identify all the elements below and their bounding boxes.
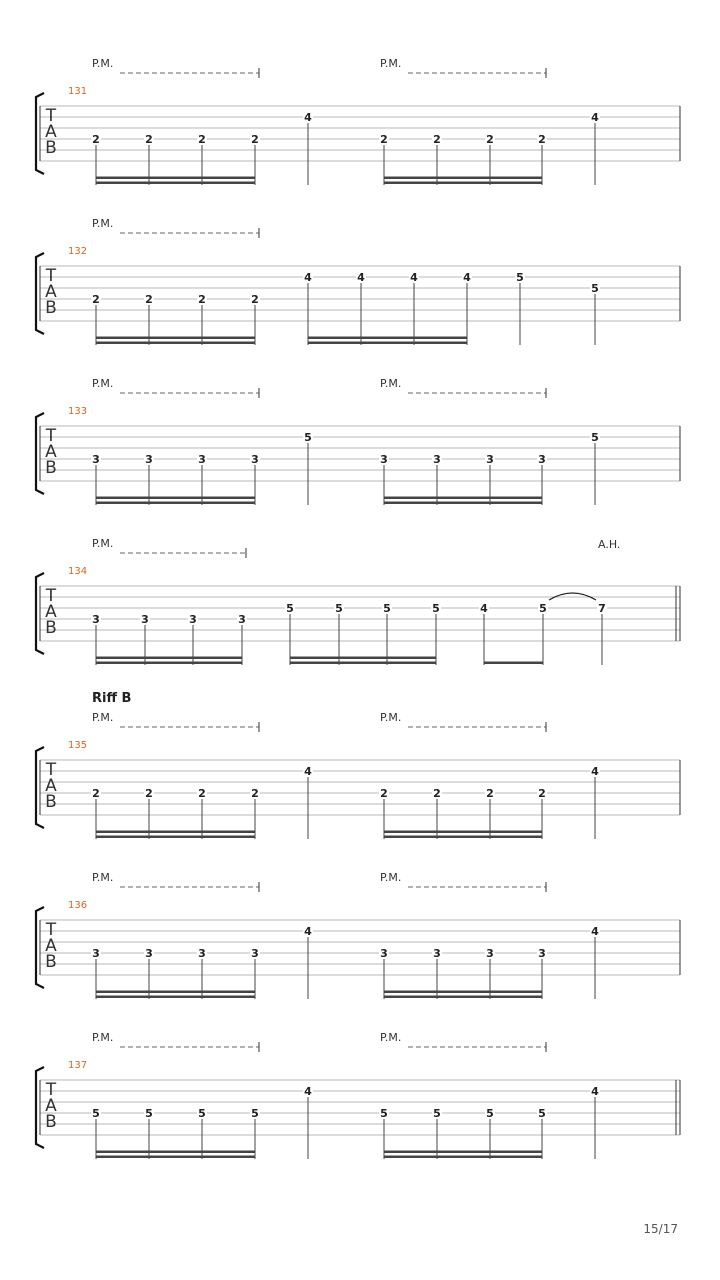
fret-number: 2 [251,293,259,306]
beam [384,1156,542,1159]
fret-number: 2 [251,787,259,800]
fret-number: 4 [591,765,599,778]
fret-number: 2 [433,787,441,800]
fret-number: 2 [251,133,259,146]
fret-number: 3 [538,453,546,466]
fret-number: 2 [198,133,206,146]
beam [384,177,542,180]
tab-clef-letter-a: A [45,776,57,796]
fret-number: 3 [92,947,100,960]
fret-number: 5 [432,602,440,615]
fret-number: 5 [591,431,599,444]
fret-number: 4 [357,271,365,284]
fret-number: 3 [486,453,494,466]
fret-number: 3 [251,453,259,466]
palm-mute-label: P.M. [92,537,114,550]
measure-number: 135 [68,740,88,751]
fret-number: 2 [486,787,494,800]
beam [96,342,255,345]
page-number: 15/17 [643,1222,678,1236]
fret-number: 5 [304,431,312,444]
beam [96,337,255,340]
beam [96,1156,255,1159]
beam [308,342,467,345]
fret-number: 3 [145,947,153,960]
fret-number: 4 [591,1085,599,1098]
fret-number: 5 [198,1107,206,1120]
fret-number: 5 [286,602,294,615]
tab-clef-letter-a: A [45,602,57,622]
fret-number: 2 [145,787,153,800]
beam [96,497,255,500]
fret-number: 3 [198,453,206,466]
beam [484,662,543,665]
palm-mute-label: P.M. [92,871,114,884]
fret-number: 3 [380,947,388,960]
beam [96,662,242,665]
beam [96,182,255,185]
palm-mute-label: P.M. [92,711,114,724]
fret-number: 2 [92,133,100,146]
beam [308,337,467,340]
measure-number: 133 [68,406,88,417]
palm-mute-label: P.M. [380,871,402,884]
fret-number: 5 [516,271,524,284]
beam [290,657,436,660]
staff-system-131 [36,57,680,185]
beam [290,662,436,665]
tab-clef-letter-t: T [45,586,57,606]
tab-clef-letter-a: A [45,442,57,462]
tab-clef-letter-t: T [45,266,57,286]
fret-number: 5 [380,1107,388,1120]
palm-mute-label: P.M. [92,377,114,390]
tab-clef-letter-b: B [45,952,57,972]
staff-system-134 [36,537,680,665]
fret-number: 3 [189,613,197,626]
fret-number: 5 [486,1107,494,1120]
tab-clef-letter-t: T [45,760,57,780]
fret-number: 5 [383,602,391,615]
beam [384,831,542,834]
fret-number: 3 [92,453,100,466]
fret-number: 2 [145,293,153,306]
staff-system-137 [36,1031,680,1159]
fret-number: 3 [380,453,388,466]
fret-number: 4 [480,602,488,615]
fret-number: 5 [538,1107,546,1120]
palm-mute-label: P.M. [380,711,402,724]
palm-mute-label: P.M. [380,377,402,390]
fret-number: 2 [92,787,100,800]
fret-number: 7 [598,602,606,615]
fret-number: 3 [141,613,149,626]
fret-number: 3 [145,453,153,466]
tab-clef-letter-a: A [45,122,57,142]
tab-clef-letter-b: B [45,138,57,158]
beam [384,497,542,500]
staff-system-133 [36,377,680,505]
measure-number: 131 [68,86,88,97]
fret-number: 3 [238,613,246,626]
beam [96,502,255,505]
tab-clef-letter-t: T [45,1080,57,1100]
beam [96,996,255,999]
fret-number: 4 [591,111,599,124]
fret-number: 5 [433,1107,441,1120]
fret-number: 4 [410,271,418,284]
fret-number: 3 [486,947,494,960]
tab-clef-letter-a: A [45,1096,57,1116]
fret-number: 3 [251,947,259,960]
fret-number: 5 [92,1107,100,1120]
tab-clef-letter-t: T [45,920,57,940]
measure-number: 136 [68,900,88,911]
fret-number: 2 [380,133,388,146]
fret-number: 5 [539,602,547,615]
beam [96,991,255,994]
beam [384,182,542,185]
measure-number: 134 [68,566,88,577]
fret-number: 5 [251,1107,259,1120]
fret-number: 2 [92,293,100,306]
beam [384,1151,542,1154]
beam [384,502,542,505]
beam [96,836,255,839]
fret-number: 3 [198,947,206,960]
fret-number: 5 [145,1107,153,1120]
tab-clef-letter-t: T [45,106,57,126]
tab-clef-letter-b: B [45,298,57,318]
fret-number: 4 [304,111,312,124]
fret-number: 3 [433,947,441,960]
fret-number: 2 [486,133,494,146]
fret-number: 3 [538,947,546,960]
beam [96,1151,255,1154]
fret-number: 2 [538,787,546,800]
staff-system-135 [36,691,680,839]
staff-system-132 [36,217,680,345]
measure-number: 137 [68,1060,88,1071]
fret-number: 3 [433,453,441,466]
fret-number: 5 [335,602,343,615]
fret-number: 4 [463,271,471,284]
measure-number: 132 [68,246,88,257]
palm-mute-label: P.M. [92,217,114,230]
fret-number: 2 [433,133,441,146]
fret-number: 2 [198,787,206,800]
palm-mute-label: P.M. [92,1031,114,1044]
staff-system-136 [36,871,680,999]
artificial-harmonic-label: A.H. [598,538,621,551]
tab-clef-letter-b: B [45,458,57,478]
tab-clef-letter-a: A [45,282,57,302]
tab-clef-letter-b: B [45,1112,57,1132]
section-label: Riff B [92,691,132,706]
beam [384,836,542,839]
fret-number: 2 [198,293,206,306]
tab-clef-letter-b: B [45,792,57,812]
fret-number: 2 [145,133,153,146]
fret-number: 2 [380,787,388,800]
beam [384,996,542,999]
fret-number: 5 [591,282,599,295]
tab-clef-letter-t: T [45,426,57,446]
tab-clef-letter-b: B [45,618,57,638]
tab-clef-letter-a: A [45,936,57,956]
beam [96,831,255,834]
beam [96,657,242,660]
fret-number: 4 [304,925,312,938]
fret-number: 4 [304,271,312,284]
fret-number: 4 [304,1085,312,1098]
beam [96,177,255,180]
fret-number: 2 [538,133,546,146]
palm-mute-label: P.M. [380,57,402,70]
palm-mute-label: P.M. [92,57,114,70]
fret-number: 4 [304,765,312,778]
fret-number: 4 [591,925,599,938]
beam [384,991,542,994]
fret-number: 3 [92,613,100,626]
palm-mute-label: P.M. [380,1031,402,1044]
